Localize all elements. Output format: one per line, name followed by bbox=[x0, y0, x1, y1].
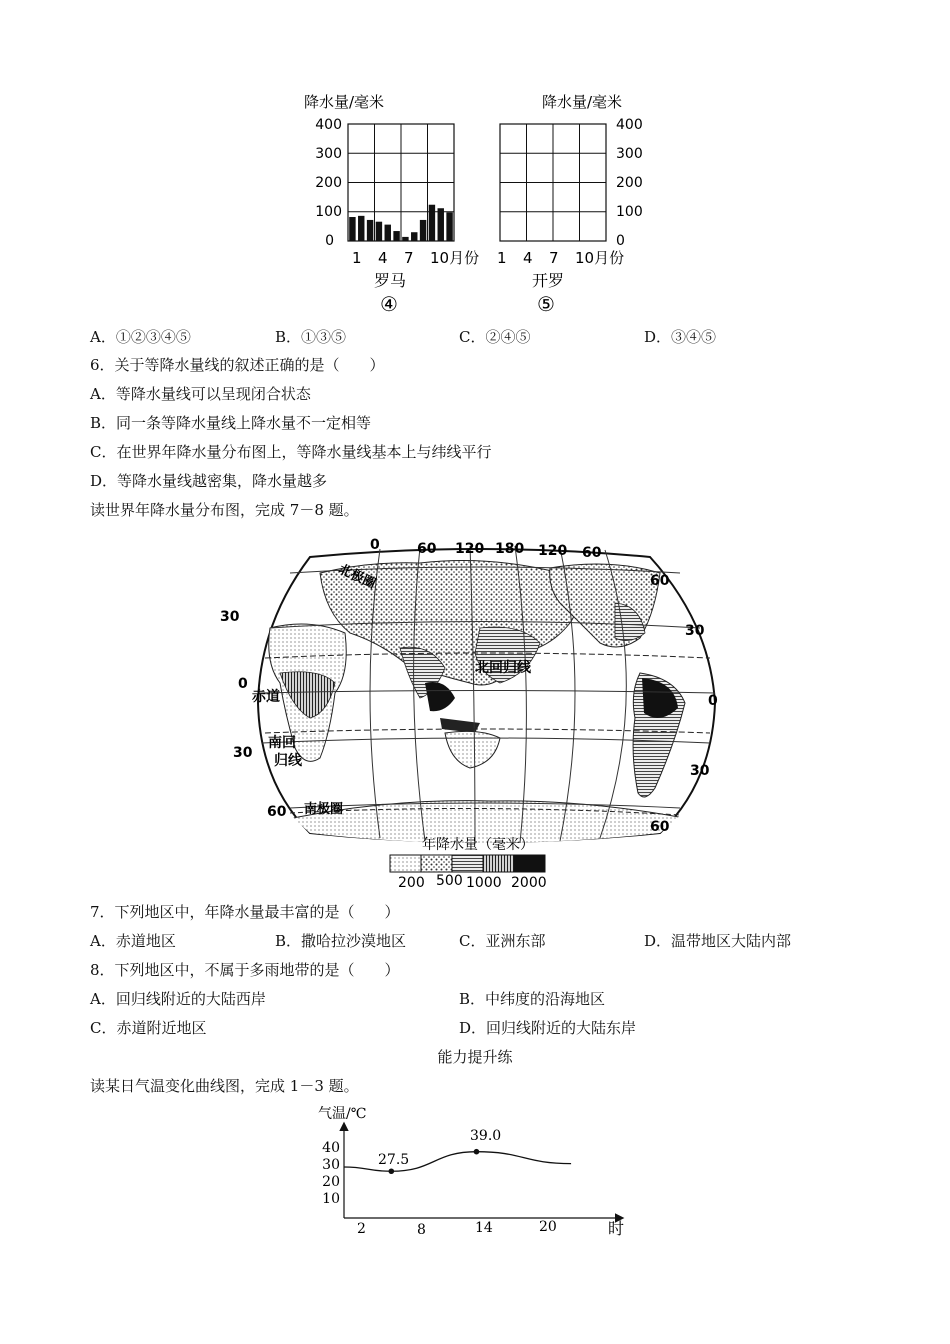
rome-bar-6 bbox=[393, 231, 399, 241]
cairo-xtick-4: 4 bbox=[523, 249, 533, 267]
legend-swatch-1000-2000 bbox=[483, 855, 514, 872]
rome-xtick-7: 7 bbox=[404, 249, 414, 267]
rome-ylabel: 降水量/毫米 bbox=[304, 93, 385, 111]
antarctic-circle-label: 南极圈 bbox=[304, 802, 344, 817]
rome-number: ④ bbox=[380, 292, 398, 316]
rome-bar-9 bbox=[420, 220, 426, 241]
q5-option-c: C．②④⑤ bbox=[459, 328, 531, 346]
rome-ytick-100: 100 bbox=[315, 204, 342, 220]
rome-bar-10 bbox=[429, 205, 435, 241]
rome-bar-7 bbox=[402, 237, 408, 241]
temp-xtick-8: 8 bbox=[417, 1222, 426, 1238]
rome-city: 罗马 bbox=[374, 271, 407, 290]
lat-label-left-30n: 30 bbox=[220, 609, 240, 625]
cairo-number: ⑤ bbox=[537, 292, 555, 316]
rome-ytick-400: 400 bbox=[315, 117, 342, 133]
rome-xtick-4: 4 bbox=[378, 249, 388, 267]
lon-label-180: 180 bbox=[495, 541, 525, 557]
lon-label-60e: 60 bbox=[417, 541, 437, 557]
lon-label-120w: 120 bbox=[538, 543, 568, 559]
cairo-city: 开罗 bbox=[532, 271, 565, 290]
temp-ytick-40: 40 bbox=[322, 1140, 340, 1156]
cairo-xticks bbox=[497, 249, 624, 267]
temp-xlabel: 时 bbox=[608, 1219, 625, 1238]
legend-swatch-gt2000 bbox=[514, 855, 545, 872]
q5-option-a: A．①②③④⑤ bbox=[90, 328, 191, 346]
q7-option-d: D．温带地区大陆内部 bbox=[644, 932, 792, 950]
rome-bar-1 bbox=[349, 217, 355, 241]
lat-label-right-60s: 60 bbox=[650, 819, 670, 835]
q8-option-d: D．回归线附近的大陆东岸 bbox=[459, 1019, 637, 1037]
tropic-of-capricorn-label-2: 归线 bbox=[274, 753, 302, 769]
legend-swatches bbox=[390, 855, 545, 872]
southeast-asia-wet bbox=[425, 682, 455, 711]
lon-label-60w: 60 bbox=[582, 545, 602, 561]
rome-ytick-300: 300 bbox=[315, 146, 342, 162]
legend-value-200: 200 bbox=[398, 875, 425, 891]
cairo-ytick-300: 300 bbox=[616, 146, 643, 162]
temp-ytick-20: 20 bbox=[322, 1174, 340, 1190]
q6-option-b: B．同一条等降水量线上降水量不一定相等 bbox=[90, 414, 372, 432]
q6-option-d: D．等降水量线越密集，降水量越多 bbox=[90, 472, 328, 490]
cairo-grid bbox=[500, 124, 606, 241]
temp-xtick-2: 2 bbox=[357, 1221, 366, 1237]
lat-label-left-30s: 30 bbox=[233, 745, 253, 761]
cairo-xtick-10: 10月份 bbox=[575, 249, 625, 267]
lat-label-right-30s: 30 bbox=[690, 763, 710, 779]
legend-value-1000: 1000 bbox=[466, 875, 502, 891]
rome-bar-5 bbox=[385, 225, 391, 241]
lat-label-right-0: 0 bbox=[708, 693, 718, 709]
cairo-ytick-0: 0 bbox=[616, 233, 625, 249]
rome-ytick-200: 200 bbox=[315, 175, 342, 191]
cairo-xtick-7: 7 bbox=[549, 249, 559, 267]
q6-option-c: C．在世界年降水量分布图上，等降水量线基本上与纬线平行 bbox=[90, 443, 492, 461]
q7-option-b: B．撒哈拉沙漠地区 bbox=[275, 932, 407, 950]
world-precipitation-map bbox=[220, 533, 730, 893]
arctic-circle-label: 北极圈 bbox=[336, 561, 378, 592]
intro-1-3: 读某日气温变化曲线图，完成 1－3 题。 bbox=[90, 1077, 359, 1095]
cairo-xtick-1: 1 bbox=[497, 249, 507, 267]
temp-ytick-10: 10 bbox=[322, 1191, 340, 1207]
q5-option-b: B．①③⑤ bbox=[275, 328, 347, 346]
rome-bar-11 bbox=[438, 208, 444, 241]
intro-7-8: 读世界年降水量分布图，完成 7－8 题。 bbox=[90, 501, 359, 519]
q8-stem: 8．下列地区中，不属于多雨地带的是（ ） bbox=[90, 961, 400, 979]
amazon-wet bbox=[642, 678, 678, 718]
q8-option-a: A．回归线附近的大陆西岸 bbox=[90, 990, 266, 1008]
temp-point-min bbox=[389, 1168, 395, 1174]
temp-xticks bbox=[357, 1219, 557, 1238]
tropic-of-cancer-label: 北回归线 bbox=[475, 660, 531, 676]
equator-label: 赤道 bbox=[252, 689, 280, 705]
cairo-ytick-400: 400 bbox=[616, 117, 643, 133]
cairo-ytick-200: 200 bbox=[616, 175, 643, 191]
rome-bar-3 bbox=[367, 220, 373, 241]
lat-label-right-60n: 60 bbox=[650, 573, 670, 589]
precipitation-charts bbox=[290, 85, 650, 325]
rome-yticks bbox=[315, 117, 342, 249]
legend-title: 年降水量（毫米） bbox=[422, 837, 534, 853]
lon-label-0: 0 bbox=[370, 537, 380, 553]
rome-xtick-1: 1 bbox=[352, 249, 362, 267]
q6-option-a: A．等降水量线可以呈现闭合状态 bbox=[90, 385, 311, 403]
cairo-ylabel: 降水量/毫米 bbox=[542, 93, 623, 111]
q8-option-b: B．中纬度的沿海地区 bbox=[459, 990, 606, 1008]
temperature-curve-chart bbox=[310, 1100, 640, 1240]
legend-value-2000: 2000 bbox=[511, 875, 547, 891]
australia bbox=[445, 731, 500, 768]
temp-xtick-20: 20 bbox=[539, 1219, 557, 1235]
rome-ytick-0: 0 bbox=[325, 233, 334, 249]
section-title: 能力提升练 bbox=[437, 1048, 513, 1066]
q7-stem: 7．下列地区中，年降水量最丰富的是（ ） bbox=[90, 903, 400, 921]
rome-bar-8 bbox=[411, 232, 417, 241]
rome-bar-2 bbox=[358, 216, 364, 241]
temp-xtick-14: 14 bbox=[475, 1220, 493, 1236]
q7-option-c: C．亚洲东部 bbox=[459, 932, 546, 950]
temp-yticks bbox=[322, 1140, 340, 1207]
lat-label-left-0: 0 bbox=[238, 676, 248, 692]
legend-value-500: 500 bbox=[436, 873, 463, 889]
rome-xticks bbox=[352, 249, 479, 267]
rome-bar-4 bbox=[376, 222, 382, 241]
temp-ylabel: 气温/℃ bbox=[318, 1106, 367, 1122]
q6-stem: 6．关于等降水量线的叙述正确的是（ ） bbox=[90, 356, 385, 374]
q7-option-a: A．赤道地区 bbox=[90, 932, 176, 950]
cairo-yticks bbox=[616, 117, 643, 249]
temp-point-max bbox=[474, 1149, 480, 1155]
rome-xtick-10: 10月份 bbox=[430, 249, 480, 267]
temp-point-label-max: 39.0 bbox=[470, 1128, 502, 1144]
lat-label-right-30n: 30 bbox=[685, 623, 705, 639]
temp-point-label-min: 27.5 bbox=[378, 1152, 410, 1168]
legend-swatch-200-500 bbox=[421, 855, 452, 872]
legend-swatch-500-1000 bbox=[452, 855, 483, 872]
lon-label-120e: 120 bbox=[455, 541, 485, 557]
rome-bar-12 bbox=[446, 212, 452, 241]
tropic-of-capricorn-label-1: 南回 bbox=[268, 735, 296, 751]
cairo-ytick-100: 100 bbox=[616, 204, 643, 220]
legend-swatch-lt200 bbox=[390, 855, 421, 872]
lat-label-left-60s: 60 bbox=[267, 804, 287, 820]
q5-option-d: D．③④⑤ bbox=[644, 328, 717, 346]
q8-option-c: C．赤道附近地区 bbox=[90, 1019, 207, 1037]
temp-ytick-30: 30 bbox=[322, 1157, 340, 1173]
